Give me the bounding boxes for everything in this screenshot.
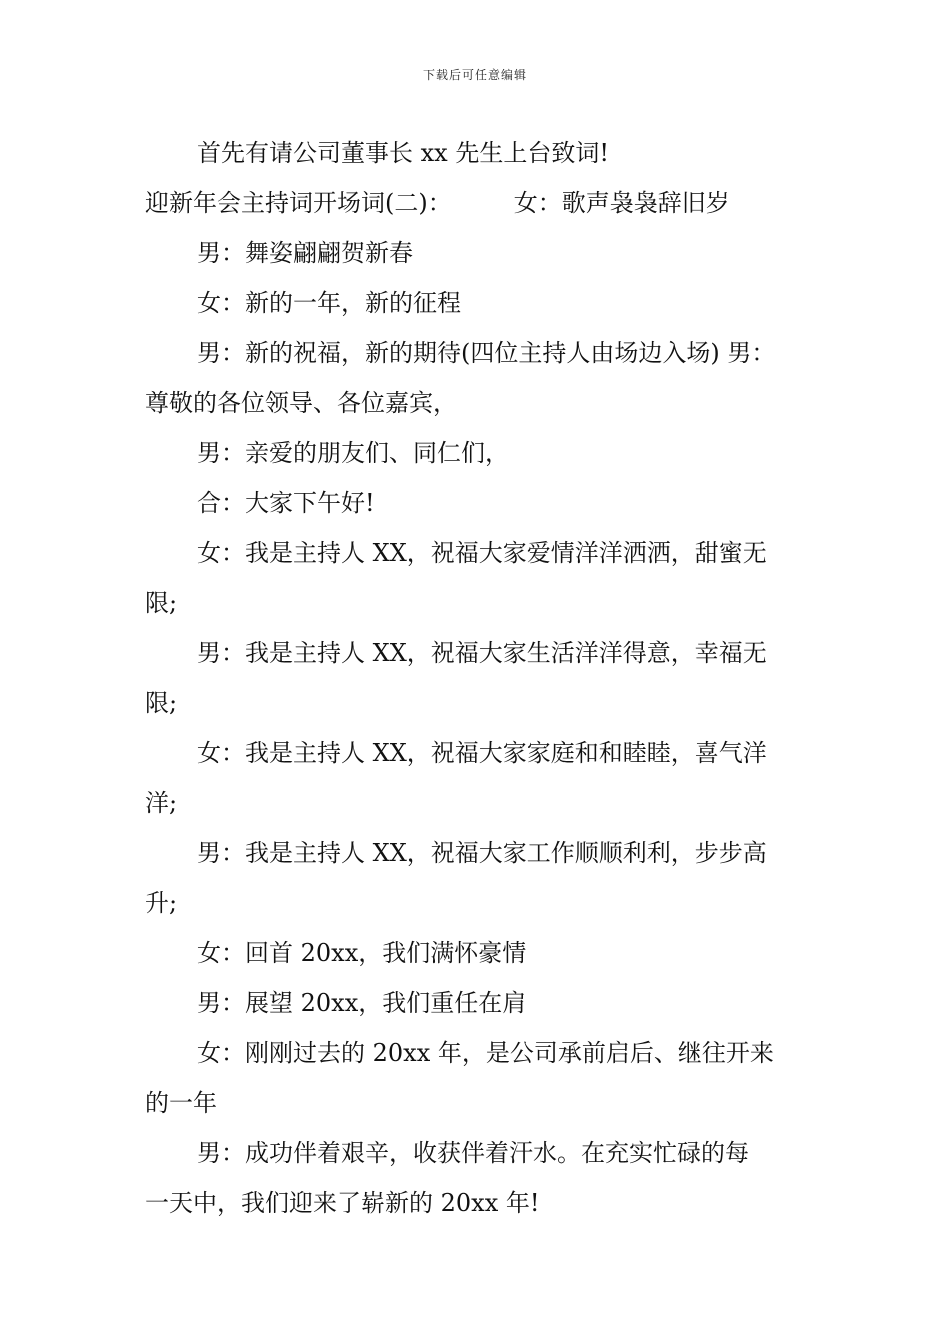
paragraph-line: 升;	[145, 889, 178, 917]
paragraph-line: 尊敬的各位领导、各位嘉宾，	[145, 389, 457, 417]
section-heading: 迎新年会主持词开场词(二)：	[145, 189, 452, 217]
paragraph-line: 女：回首 20xx，我们满怀豪情	[197, 939, 527, 967]
paragraph-line: 女：刚刚过去的 20xx 年，是公司承前启后、继往开来	[197, 1039, 774, 1067]
paragraph-line: 首先有请公司董事长 xx 先生上台致词!	[197, 139, 609, 167]
paragraph-line: 男：新的祝福，新的期待(四位主持人由场边入场) 男：	[197, 339, 776, 367]
paragraph-line	[145, 178, 825, 228]
paragraph-line: 男：我是主持人 XX，祝福大家工作顺顺利利，步步高	[197, 839, 767, 867]
paragraph-line-tail: 女：歌声袅袅辞旧岁	[513, 189, 730, 217]
paragraph-line: 男：展望 20xx，我们重任在肩	[197, 989, 527, 1017]
paragraph-line: 女：新的一年，新的征程	[197, 289, 461, 317]
paragraph-line: 限;	[145, 689, 178, 717]
paragraph-line: 限;	[145, 589, 178, 617]
paragraph-line: 的一年	[145, 1089, 217, 1117]
paragraph-line: 洋;	[145, 789, 178, 817]
page-header: 下载后可任意编辑	[422, 68, 527, 82]
document-body	[145, 128, 825, 1228]
paragraph-line: 合：大家下午好!	[197, 489, 375, 517]
paragraph-line: 女：我是主持人 XX，祝福大家爱情洋洋洒洒，甜蜜无	[197, 539, 767, 567]
paragraph-line: 男：成功伴着艰辛，收获伴着汗水。在充实忙碌的每	[197, 1139, 749, 1167]
paragraph-line: 一天中，我们迎来了崭新的 20xx 年!	[145, 1189, 540, 1217]
paragraph-line: 男：我是主持人 XX，祝福大家生活洋洋得意，幸福无	[197, 639, 767, 667]
paragraph-line: 男：亲爱的朋友们、同仁们，	[197, 439, 509, 467]
paragraph-line: 男：舞姿翩翩贺新春	[197, 239, 413, 267]
paragraph-line: 女：我是主持人 XX，祝福大家家庭和和睦睦，喜气洋	[197, 739, 767, 767]
